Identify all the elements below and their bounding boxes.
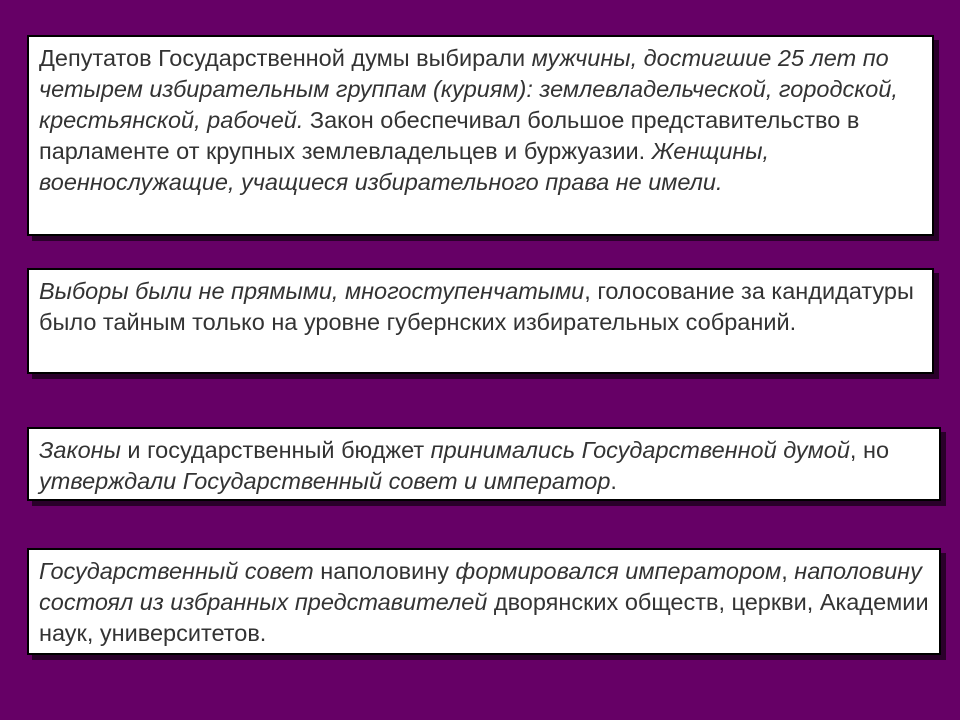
text-segment-italic: наполовину состоял из избранных представителей (39, 558, 922, 615)
text-segment: и государственный бюджет (120, 437, 431, 463)
text-segment-italic: Государственный совет (39, 558, 314, 584)
text-segment-italic: принимались Государственной думой (430, 437, 850, 463)
info-box-laws-budget (27, 427, 941, 501)
info-box-state-council (27, 548, 941, 655)
text-segment-italic: утверждали Государственный совет и император (39, 468, 611, 494)
text-segment: , голосование за кандидатуры было тайным только на уровне губернских избирательных собраний. (39, 278, 914, 335)
text-segment: , но (849, 437, 890, 463)
text-segment-italic: мужчины, достигшие 25 лет по четырем избирательным группам (куриям): землевладельческой, городской, крестьянской, рабочей. (39, 45, 898, 133)
text-segment-italic: Выборы были не прямыми, многоступенчатыми (39, 278, 585, 304)
text-segment-italic: формировался императором (455, 558, 782, 584)
text-segment-italic: Женщины, военнослужащие, учащиеся избирательного права не имели. (39, 138, 770, 195)
text-segment: наполовину (313, 558, 456, 584)
text-segment-italic: Законы (39, 437, 121, 463)
text-segment: , (781, 558, 795, 584)
text-segment: дворянских обществ, церкви, Академии наук, университетов. (39, 589, 929, 646)
text-segment: . (610, 468, 617, 494)
text-segment: Закон обеспечивал большое представительство в парламенте от крупных землевладельцев и буржуазии. (39, 107, 860, 164)
text-segment: Депутатов Государственной думы выбирали (39, 45, 532, 71)
info-box-duma-elections (27, 35, 934, 236)
info-box-election-procedure (27, 268, 934, 374)
